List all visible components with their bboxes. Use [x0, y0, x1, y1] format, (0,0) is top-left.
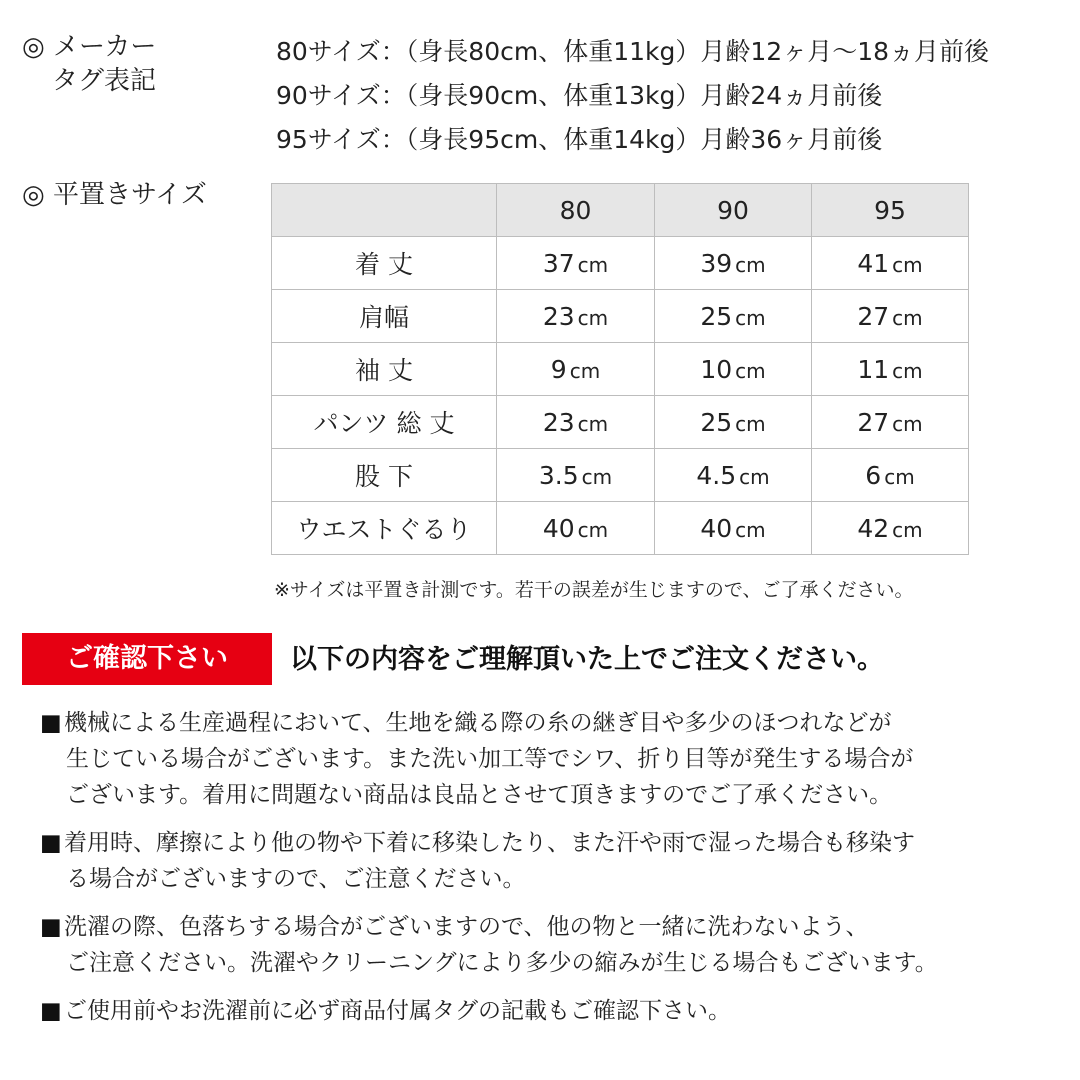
cell-unit: cm [892, 411, 923, 436]
table-cell [655, 502, 812, 555]
cell-unit: cm [735, 305, 766, 330]
cell-unit: cm [569, 358, 601, 383]
size-table-header-row [272, 184, 969, 237]
table-cell [655, 343, 812, 396]
cell-value: 27 [857, 301, 890, 331]
notice-text: ございます。着用に問題ない商品は良品とさせて頂きますのでご了承ください。 [66, 782, 893, 808]
cell-value: 23 [542, 301, 575, 331]
row-name: パンツ 総 丈 [272, 396, 497, 449]
list-item [40, 705, 1050, 813]
size-table-header-95: 95 [812, 184, 969, 237]
table-cell [812, 449, 969, 502]
size-table-header-blank [272, 184, 497, 237]
list-item [40, 993, 1050, 1029]
confirm-headline: 以下の内容をご理解頂いた上でご注文ください。 [290, 644, 884, 675]
square-bullet-icon: ■ [40, 998, 62, 1024]
table-cell [655, 237, 812, 290]
table-row [272, 290, 969, 343]
notice-text: る場合がございますので、ご注意ください。 [66, 866, 526, 892]
table-row [272, 396, 969, 449]
table-cell [812, 502, 969, 555]
cell-value: 42 [857, 513, 890, 543]
table-cell [655, 290, 812, 343]
table-row [272, 449, 969, 502]
cell-value: 9 [550, 354, 567, 384]
cell-unit: cm [735, 358, 766, 383]
cell-value: 11 [857, 354, 890, 384]
row-name: ウエストぐるり [272, 502, 497, 555]
cell-unit: cm [735, 252, 766, 277]
cell-unit: cm [884, 464, 915, 489]
maker-tag-lines [276, 30, 989, 162]
cell-unit: cm [577, 252, 609, 277]
cell-unit: cm [892, 358, 923, 383]
table-row [272, 343, 969, 396]
cell-value: 39 [700, 248, 733, 278]
table-cell [497, 502, 655, 555]
table-cell [497, 237, 655, 290]
notice-text: 機械による生産過程において、生地を織る際の糸の継ぎ目や多少のほつれなどが [64, 710, 892, 736]
measurement-note: ※サイズは平置き計測です。若干の誤差が生じますので、ご了承ください。 [274, 579, 914, 601]
list-item [40, 825, 1050, 897]
cell-unit: cm [577, 305, 609, 330]
square-bullet-icon: ■ [40, 914, 62, 940]
cell-value: 40 [542, 513, 575, 543]
table-cell [812, 396, 969, 449]
cell-value: 25 [700, 407, 733, 437]
cell-value: 4.5 [696, 460, 737, 490]
table-cell [497, 343, 655, 396]
notice-text: 生じている場合がございます。また洗い加工等でシワ、折り目等が発生する場合が [66, 746, 914, 772]
maker-tag-label [22, 30, 156, 98]
table-cell [812, 237, 969, 290]
size-table-header-80: 80 [497, 184, 655, 237]
list-item [40, 909, 1050, 981]
size-table [271, 183, 969, 555]
size-table-header-90: 90 [655, 184, 812, 237]
notice-text: 着用時、摩擦により他の物や下着に移染したり、また汗や雨で湿った場合も移染す [64, 830, 915, 856]
cell-value: 25 [700, 301, 733, 331]
square-bullet-icon: ■ [40, 830, 62, 856]
row-name: 肩幅 [272, 290, 497, 343]
cell-unit: cm [892, 252, 923, 277]
maker-tag-label-line1: ◎ メーカー [22, 32, 157, 62]
cell-value: 27 [857, 407, 890, 437]
table-cell [497, 290, 655, 343]
notice-list [40, 705, 1050, 1041]
table-row [272, 502, 969, 555]
cell-value: 40 [700, 513, 733, 543]
cell-value: 10 [700, 354, 733, 384]
cell-unit: cm [735, 517, 766, 542]
table-cell [655, 449, 812, 502]
cell-value: 23 [542, 407, 575, 437]
cell-value: 3.5 [538, 460, 579, 490]
row-name: 袖 丈 [272, 343, 497, 396]
cell-value: 37 [542, 248, 575, 278]
maker-tag-label-line2: タグ表記 [52, 66, 157, 96]
table-cell [655, 396, 812, 449]
cell-unit: cm [577, 517, 609, 542]
cell-unit: cm [577, 411, 609, 436]
cell-unit: cm [581, 464, 613, 489]
cell-unit: cm [892, 305, 923, 330]
row-name: 股 下 [272, 449, 497, 502]
maker-tag-line-80: 80サイズ：（身長80cm、体重11kg）月齢12ヶ月〜18ヵ月前後 [276, 37, 990, 66]
table-cell [497, 449, 655, 502]
table-cell [812, 343, 969, 396]
cell-unit: cm [735, 411, 766, 436]
table-row [272, 237, 969, 290]
row-name: 着 丈 [272, 237, 497, 290]
cell-unit: cm [892, 517, 923, 542]
square-bullet-icon: ■ [40, 710, 62, 736]
table-cell [812, 290, 969, 343]
maker-tag-line-95: 95サイズ：（身長95cm、体重14kg）月齢36ヶ月前後 [276, 125, 883, 154]
cell-value: 6 [865, 460, 882, 490]
maker-tag-line-90: 90サイズ：（身長90cm、体重13kg）月齢24ヵ月前後 [276, 81, 883, 110]
table-cell [497, 396, 655, 449]
cell-unit: cm [739, 464, 770, 489]
notice-text: 洗濯の際、色落ちする場合がございますので、他の物と一緒に洗わないよう、 [64, 914, 869, 940]
notice-text: ご使用前やお洗濯前に必ず商品付属タグの記載もご確認下さい。 [64, 998, 731, 1024]
cell-value: 41 [857, 248, 890, 278]
flat-size-label: ◎ 平置きサイズ [22, 180, 207, 210]
notice-text: ご注意ください。洗濯やクリーニングにより多少の縮みが生じる場合もございます。 [66, 950, 938, 976]
confirm-badge: ご確認下さい [22, 633, 272, 685]
